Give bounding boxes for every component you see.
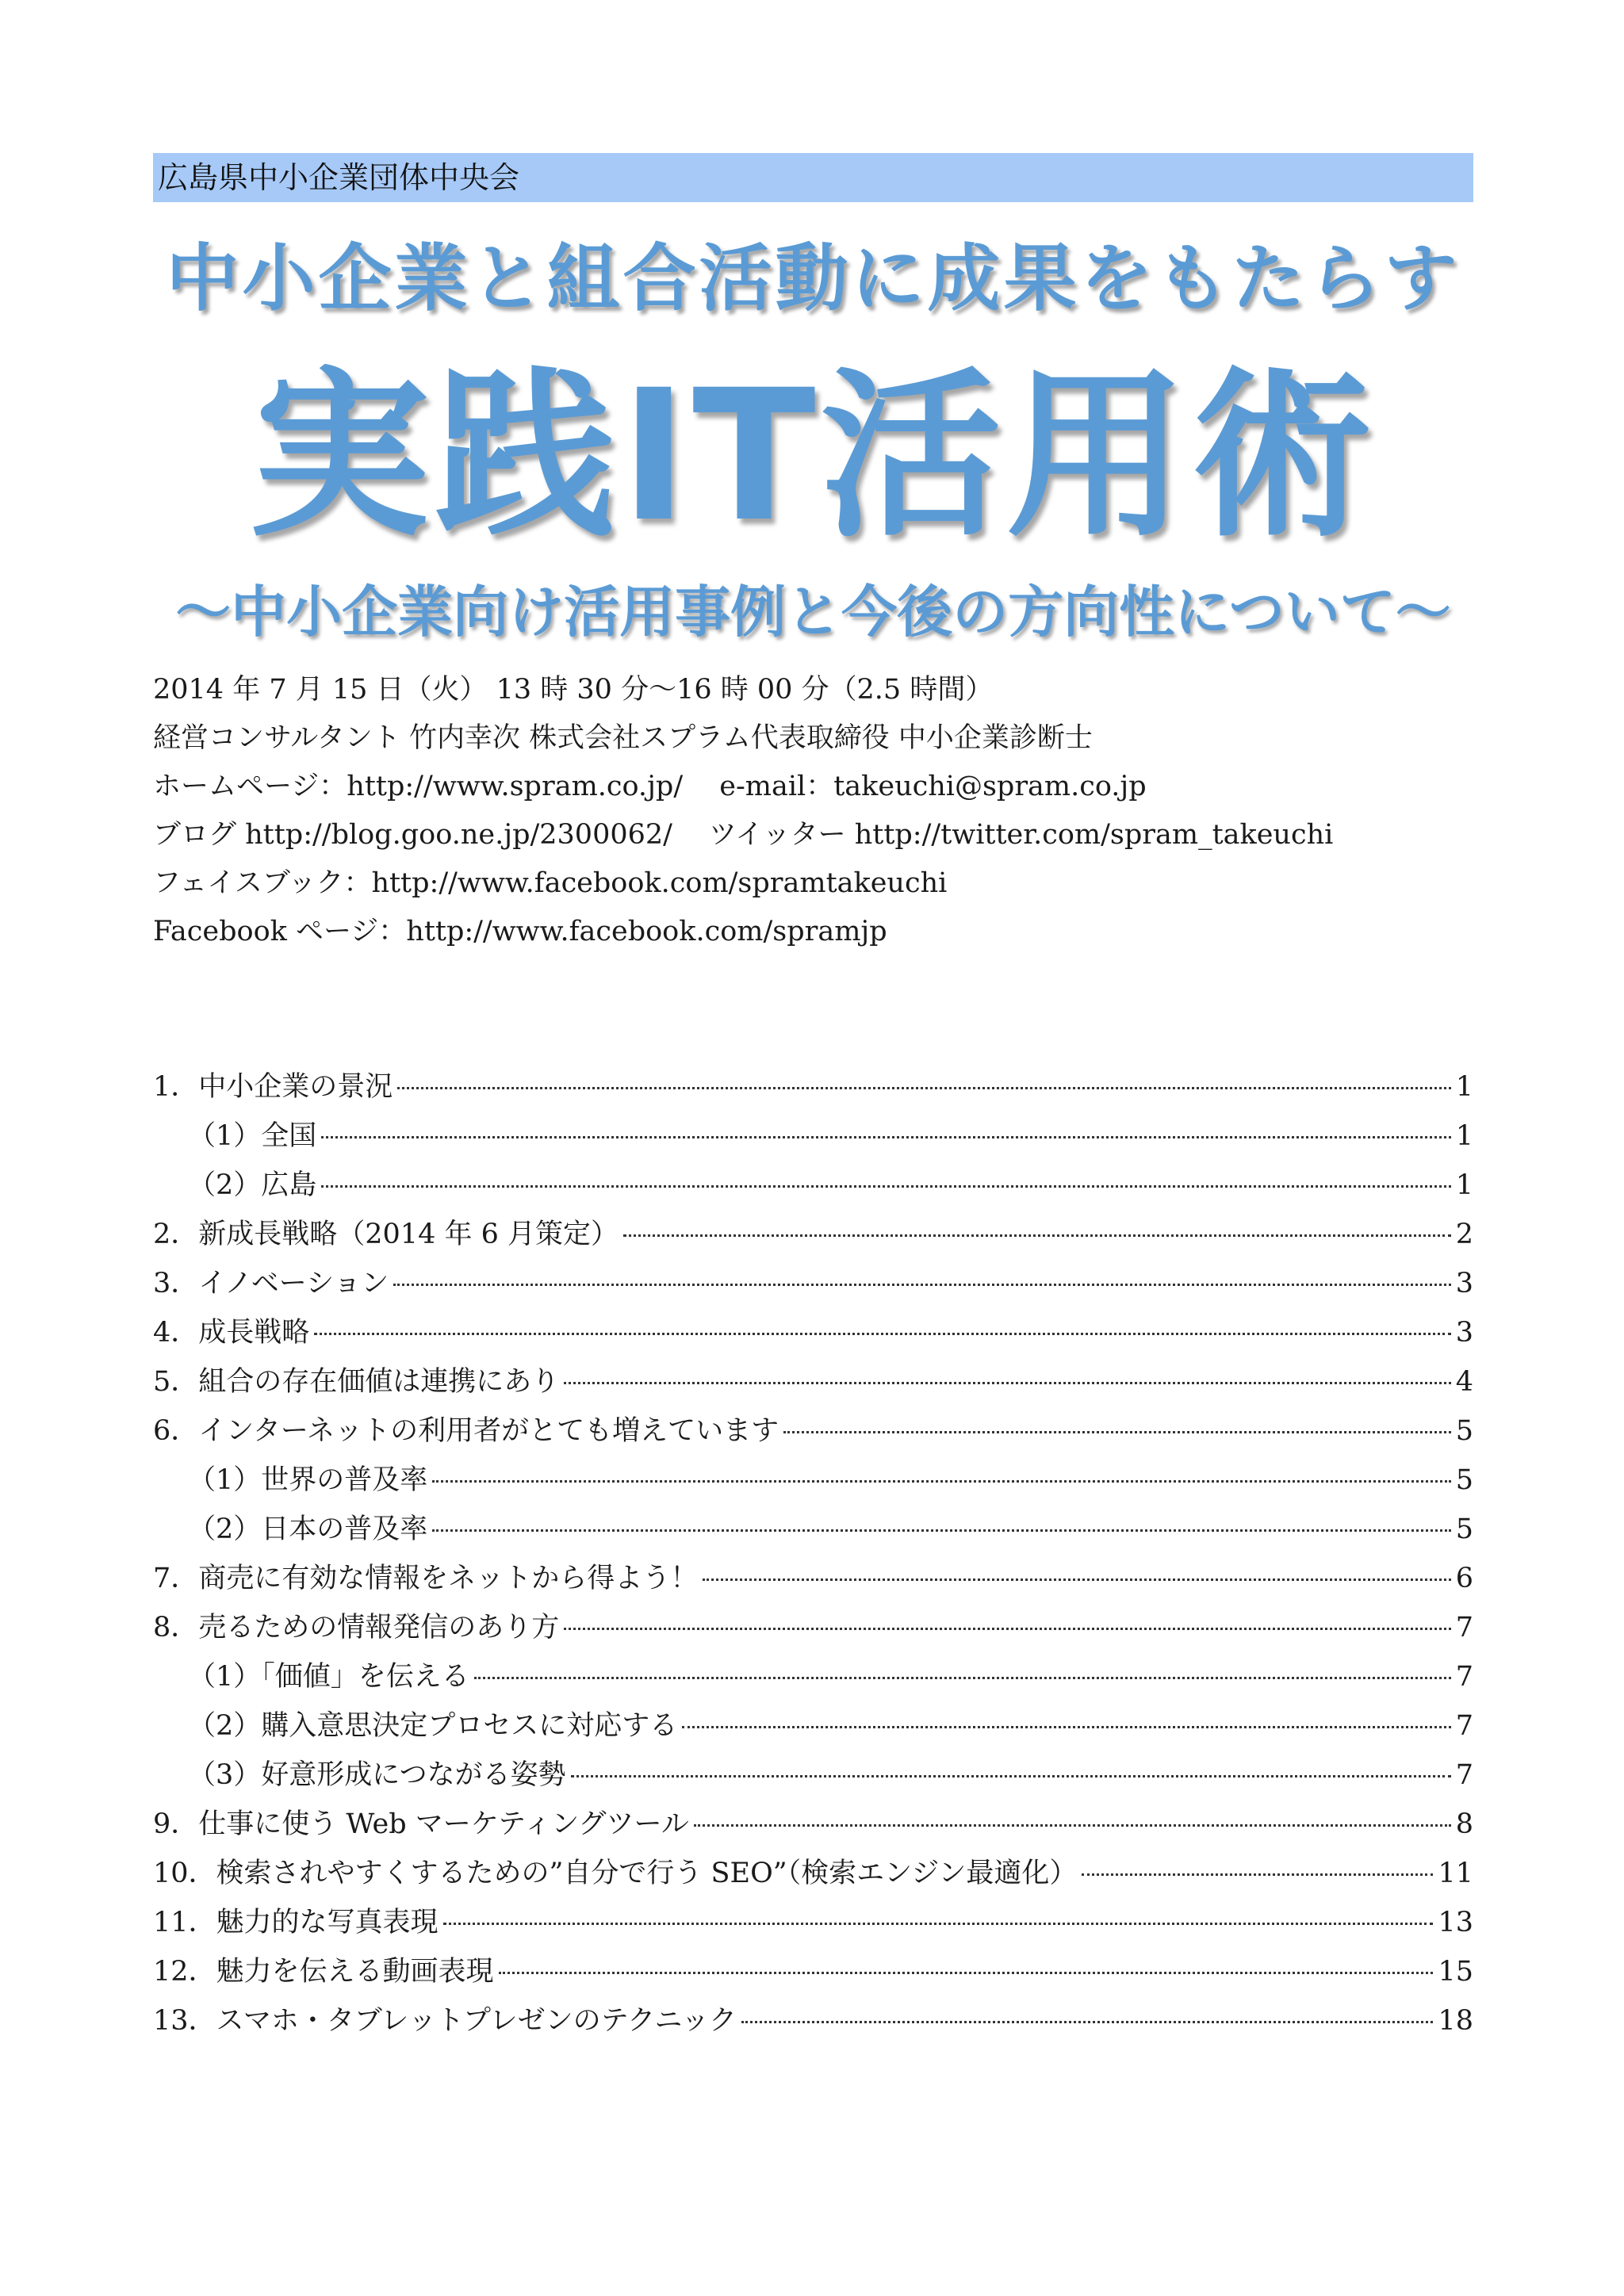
toc-dot-leader — [623, 1234, 1451, 1237]
toc-entry[interactable] — [153, 1898, 1473, 1947]
toc-entry-label: （1）「価値」を伝える — [188, 1661, 469, 1693]
toc-dot-leader — [397, 1087, 1450, 1089]
toc-entry-label: （2）購入意思決定プロセスに対応する — [188, 1710, 678, 1742]
toc-entry[interactable] — [153, 1161, 1473, 1210]
toc-entry-page: 5 — [1455, 1513, 1473, 1545]
toc-entry-page: 3 — [1455, 1317, 1473, 1349]
seminar-datetime: 2014 年 7 月 15 日（火） 13 時 30 分〜16 時 00 分（2.5 時間） — [153, 674, 994, 706]
toc-entry-label: 13．スマホ・タブレットプレゼンのテクニック — [153, 2005, 737, 2037]
toc-entry-page: 1 — [1455, 1169, 1473, 1201]
toc-entry-label: 7．商売に有効な情報をネットから得よう！ — [153, 1563, 699, 1594]
toc-dot-leader — [321, 1185, 1450, 1188]
toc-entry-page: 11 — [1438, 1858, 1473, 1889]
toc-entry-page: 1 — [1455, 1071, 1473, 1103]
toc-dot-leader — [741, 2021, 1433, 2023]
toc-entry-page: 2 — [1455, 1219, 1473, 1250]
toc-entry[interactable] — [153, 1800, 1473, 1849]
toc-entry-label: 5．組合の存在価値は連携にあり — [153, 1366, 560, 1398]
toc-dot-leader — [499, 1972, 1434, 1974]
toc-dot-leader — [564, 1382, 1450, 1384]
toc-entry-label: 1．中小企業の景況 — [153, 1071, 393, 1103]
toc-dot-leader — [564, 1628, 1450, 1630]
toc-entry[interactable] — [153, 1406, 1473, 1456]
toc-entry[interactable] — [153, 1456, 1473, 1505]
toc-entry-label: （1）全国 — [188, 1120, 317, 1152]
toc-dot-leader — [432, 1480, 1450, 1483]
toc-entry-page: 13 — [1438, 1907, 1473, 1938]
seminar-info — [153, 666, 1473, 956]
toc-entry[interactable] — [153, 1947, 1473, 1996]
toc-entry-page: 5 — [1455, 1464, 1473, 1496]
toc-entry-page: 7 — [1455, 1759, 1473, 1791]
toc-entry[interactable] — [153, 1751, 1473, 1800]
toc-entry-label: 2．新成長戦略（2014 年 6 月策定） — [153, 1219, 619, 1250]
toc-entry-label: 4．成長戦略 — [153, 1317, 310, 1349]
toc-entry-label: 11．魅力的な写真表現 — [153, 1907, 439, 1938]
toc-entry[interactable] — [153, 1652, 1473, 1701]
toc-entry[interactable] — [153, 1112, 1473, 1161]
toc-entry[interactable] — [153, 1849, 1473, 1898]
toc-entry[interactable] — [153, 1701, 1473, 1751]
toc-entry-label: （1）世界の普及率 — [188, 1464, 428, 1496]
toc-dot-leader — [443, 1923, 1434, 1925]
toc-entry[interactable] — [153, 1062, 1473, 1112]
toc-entry-label: （2）日本の普及率 — [188, 1513, 428, 1545]
toc-entry-page: 3 — [1455, 1268, 1473, 1299]
toc-entry-label: 8．売るための情報発信のあり方 — [153, 1612, 560, 1644]
toc-entry-label: 9．仕事に使う Web マーケティングツール — [153, 1808, 689, 1840]
toc-entry-page: 1 — [1455, 1120, 1473, 1152]
title-line1: 中小企業と組合活動に成果をもたらす — [166, 236, 1461, 321]
toc-entry-page: 7 — [1455, 1612, 1473, 1644]
toc-dot-leader — [393, 1284, 1450, 1286]
toc-entry-label: 12．魅力を伝える動画表現 — [153, 1956, 494, 1988]
toc-entry-page: 5 — [1455, 1415, 1473, 1447]
toc-dot-leader — [432, 1529, 1450, 1532]
toc-dot-leader — [694, 1824, 1451, 1827]
table-of-contents — [153, 1062, 1473, 2045]
toc-entry-page: 4 — [1455, 1366, 1473, 1398]
toc-dot-leader — [314, 1333, 1450, 1335]
subtitle: 〜中小企業向け活用事例と今後の方向性について〜 — [175, 580, 1451, 645]
toc-entry-label: （3）好意形成につながる姿勢 — [188, 1759, 566, 1791]
main-title: 実践IT活用術 — [249, 350, 1377, 561]
blog-line: ブログ http://blog.goo.ne.jp/2300062/ ツイッター http://twitter.com/spram_takeuchi — [153, 819, 1334, 851]
organization-header — [153, 153, 1473, 202]
organization-name: 広島県中小企業団体中央会 — [158, 160, 520, 195]
speaker-line: 経営コンサルタント 竹内幸次 株式会社スプラム代表取締役 中小企業診断士 — [153, 722, 1093, 754]
toc-entry[interactable] — [153, 1996, 1473, 2045]
toc-entry[interactable] — [153, 1554, 1473, 1603]
toc-entry[interactable] — [153, 1357, 1473, 1406]
toc-entry[interactable] — [153, 1308, 1473, 1357]
toc-entry[interactable] — [153, 1210, 1473, 1259]
toc-entry-label: 3．イノベーション — [153, 1268, 389, 1299]
toc-entry[interactable] — [153, 1259, 1473, 1308]
toc-dot-leader — [682, 1726, 1450, 1728]
toc-entry-label: 10．検索されやすくするための”自分で行う SEO”（検索エンジン最適化） — [153, 1858, 1078, 1889]
toc-dot-leader — [703, 1578, 1450, 1581]
toc-entry-page: 7 — [1455, 1661, 1473, 1693]
toc-entry-label: （2）広島 — [188, 1169, 317, 1201]
toc-entry-label: 6．インターネットの利用者がとても増えています — [153, 1415, 779, 1447]
toc-dot-leader — [1082, 1873, 1433, 1876]
toc-dot-leader — [571, 1775, 1451, 1777]
toc-entry-page: 8 — [1455, 1808, 1473, 1840]
facebook-page-line: Facebook ページ：http://www.facebook.com/spramjp — [153, 916, 887, 947]
homepage-line: ホームページ：http://www.spram.co.jp/ e-mail：takeuchi@spram.co.jp — [153, 771, 1147, 802]
toc-entry-page: 7 — [1455, 1710, 1473, 1742]
toc-entry-page: 6 — [1455, 1563, 1473, 1594]
facebook-line: フェイスブック：http://www.facebook.com/spramtakeuchi — [153, 867, 948, 899]
toc-entry-page: 15 — [1438, 1956, 1473, 1988]
toc-entry[interactable] — [153, 1505, 1473, 1554]
toc-dot-leader — [783, 1431, 1451, 1433]
toc-entry-page: 18 — [1438, 2005, 1473, 2037]
toc-dot-leader — [321, 1136, 1450, 1138]
toc-entry[interactable] — [153, 1603, 1473, 1652]
toc-dot-leader — [474, 1677, 1451, 1679]
